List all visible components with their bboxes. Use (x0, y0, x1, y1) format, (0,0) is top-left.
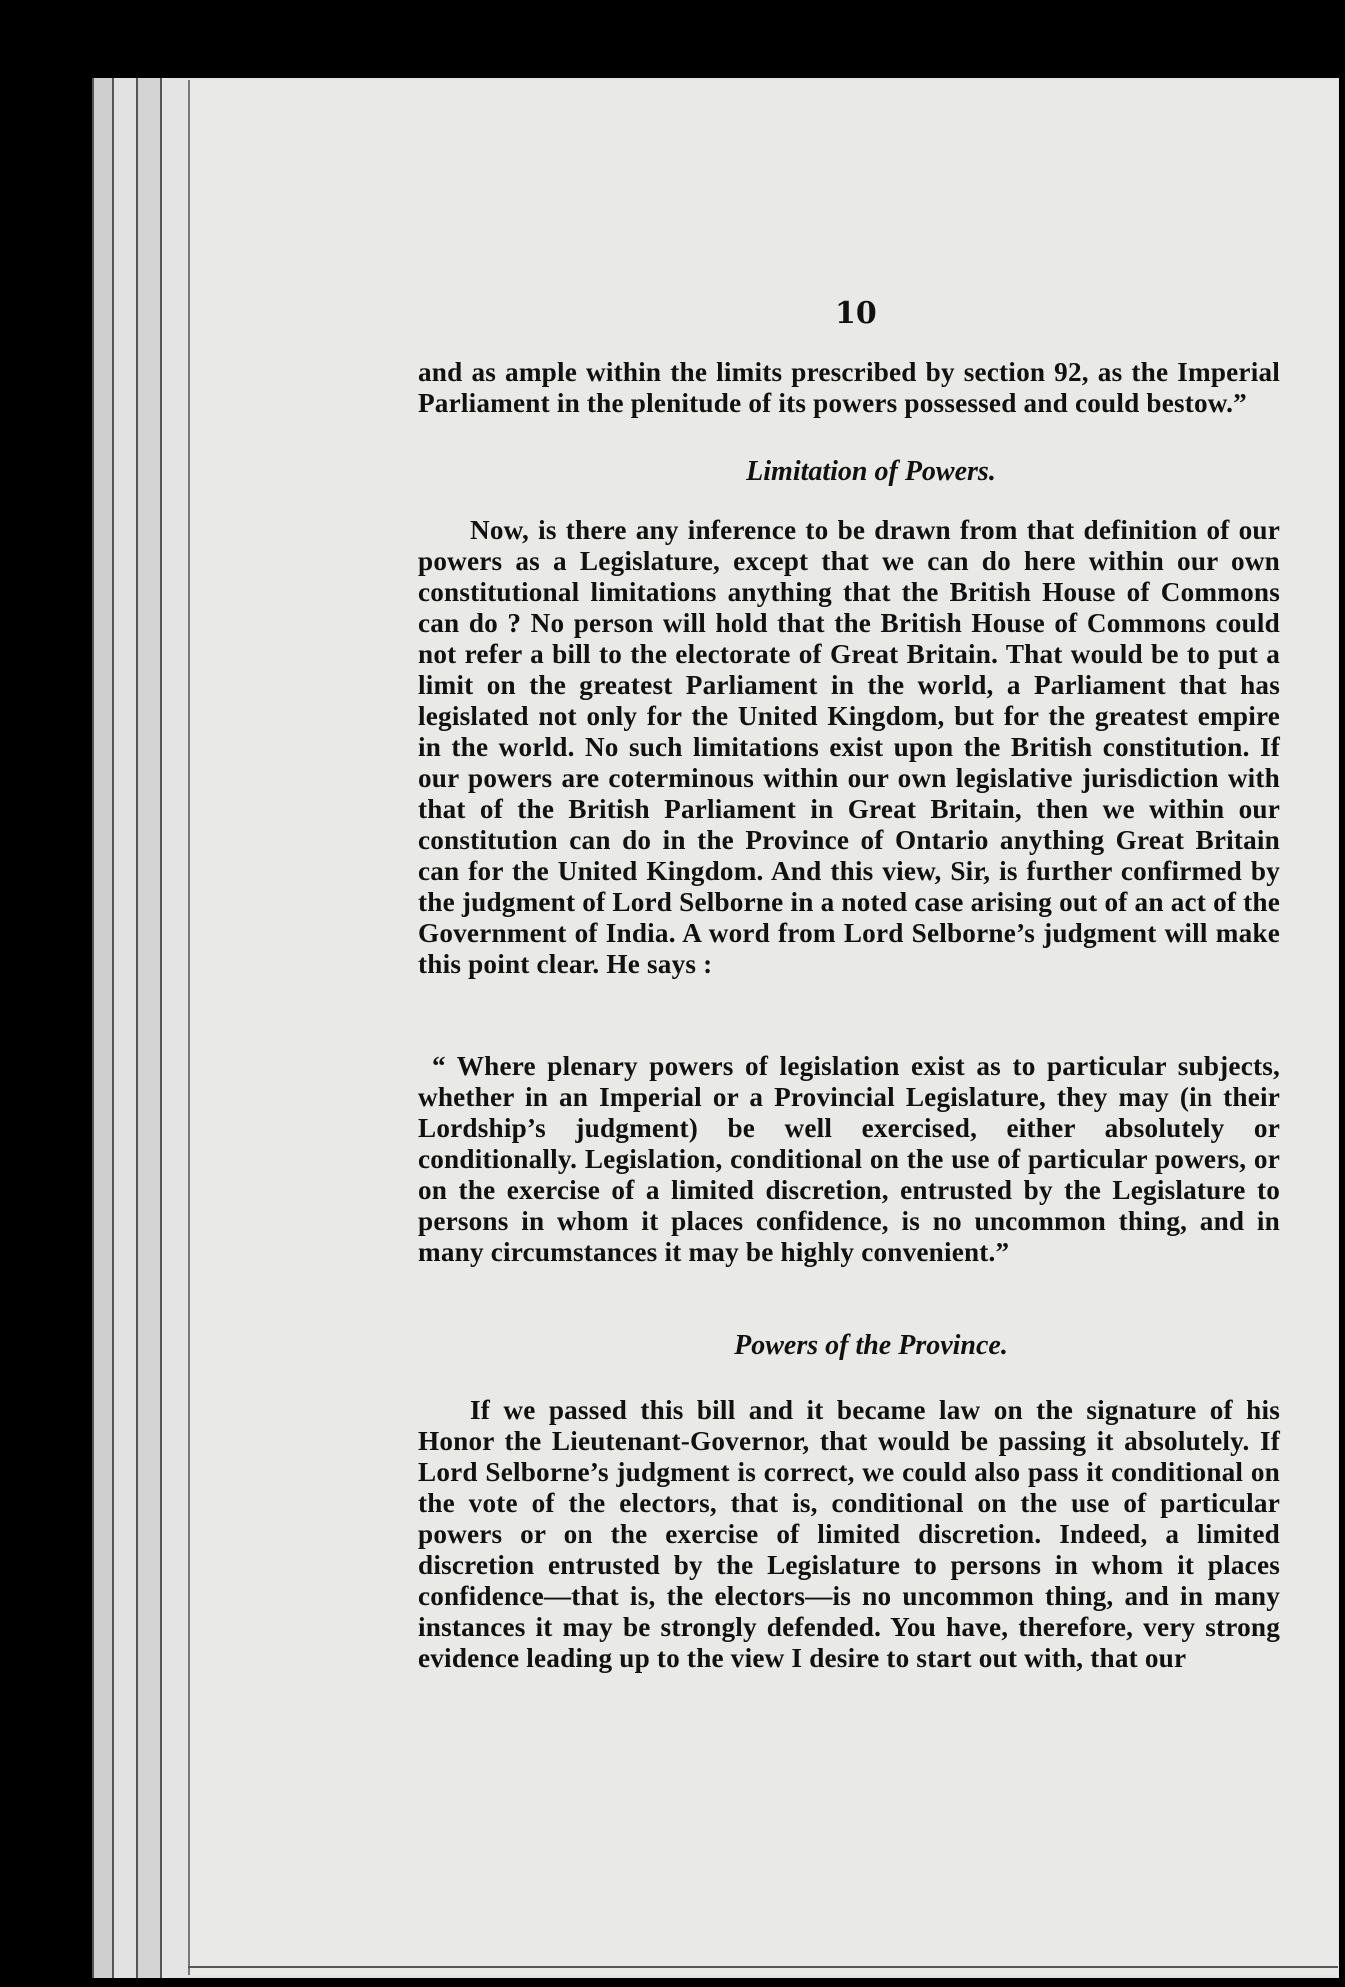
paragraph-passing-bill (418, 1395, 1280, 1674)
section-heading-powers: Powers of the Province. (734, 1330, 1008, 1361)
quotation-selborne (418, 1051, 1280, 1268)
paragraph-text: and as ample within the limits prescribed by section 92, as the Imperial Parliament in the plenitude of its powers possessed and could bestow.” (418, 357, 1280, 418)
quotation-text: “ Where plenary powers of legislation exist as to particular subjects, whether in an Imperial or a Provincial Legislature, they may (in their Lordship’s judgment) be well exercised, either absolutely or conditionally. Legislation, conditional on the use of particular powers, or on the exercise of a limited discretion, entrusted by the Legislature to persons in whom it places confidence, is no uncommon thing, and in many circumstances it may be highly convenient.” (418, 1051, 1280, 1267)
paragraph-text: If we passed this bill and it became law on the signature of his Honor the Lieutenant-Governor, that would be passing it absolutely. If Lord Selborne’s judgment is correct, we could also pass it conditional on the vote of the electors, that is, conditional on the use of particular powers or on the exercise of limited discretion. Indeed, a limited discretion entrusted by the Legislature to persons in whom it places confidence—that is, the electors—is no uncommon thing, and in many instances it may be strongly defended. You have, therefore, very strong evidence leading up to the view I desire to start out with, that our (418, 1395, 1280, 1673)
section-heading-limitation: Limitation of Powers. (746, 456, 996, 487)
paragraph-inference (418, 515, 1280, 980)
page-bottom-edge (188, 1966, 1338, 1968)
paragraph-text: Now, is there any inference to be drawn from that definition of our powers as a Legislature, except that we can do here within our own constitutional limitations anything that the British House of Commons can do ? No person will hold that the British House of Commons could not refer a bill to the electorate of Great Britain. That would be to put a limit on the greatest Parliament in the world, a Parliament that has legislated not only for the United Kingdom, but for the greatest empire in the world. No such limitations exist upon the British constitution. If our powers are coterminous within our own legislative jurisdiction with that of the British Parliament in Great Britain, then we within our constitution can do in the Province of Ontario anything Great Britain can for the United Kingdom. And this view, Sir, is further confirmed by the judgment of Lord Selborne in a noted case arising out of an act of the Government of India. A word from Lord Selborne’s judgment will make this point clear. He says : (418, 515, 1280, 979)
page-number: 10 (835, 296, 877, 331)
paragraph-continuation (418, 357, 1280, 419)
